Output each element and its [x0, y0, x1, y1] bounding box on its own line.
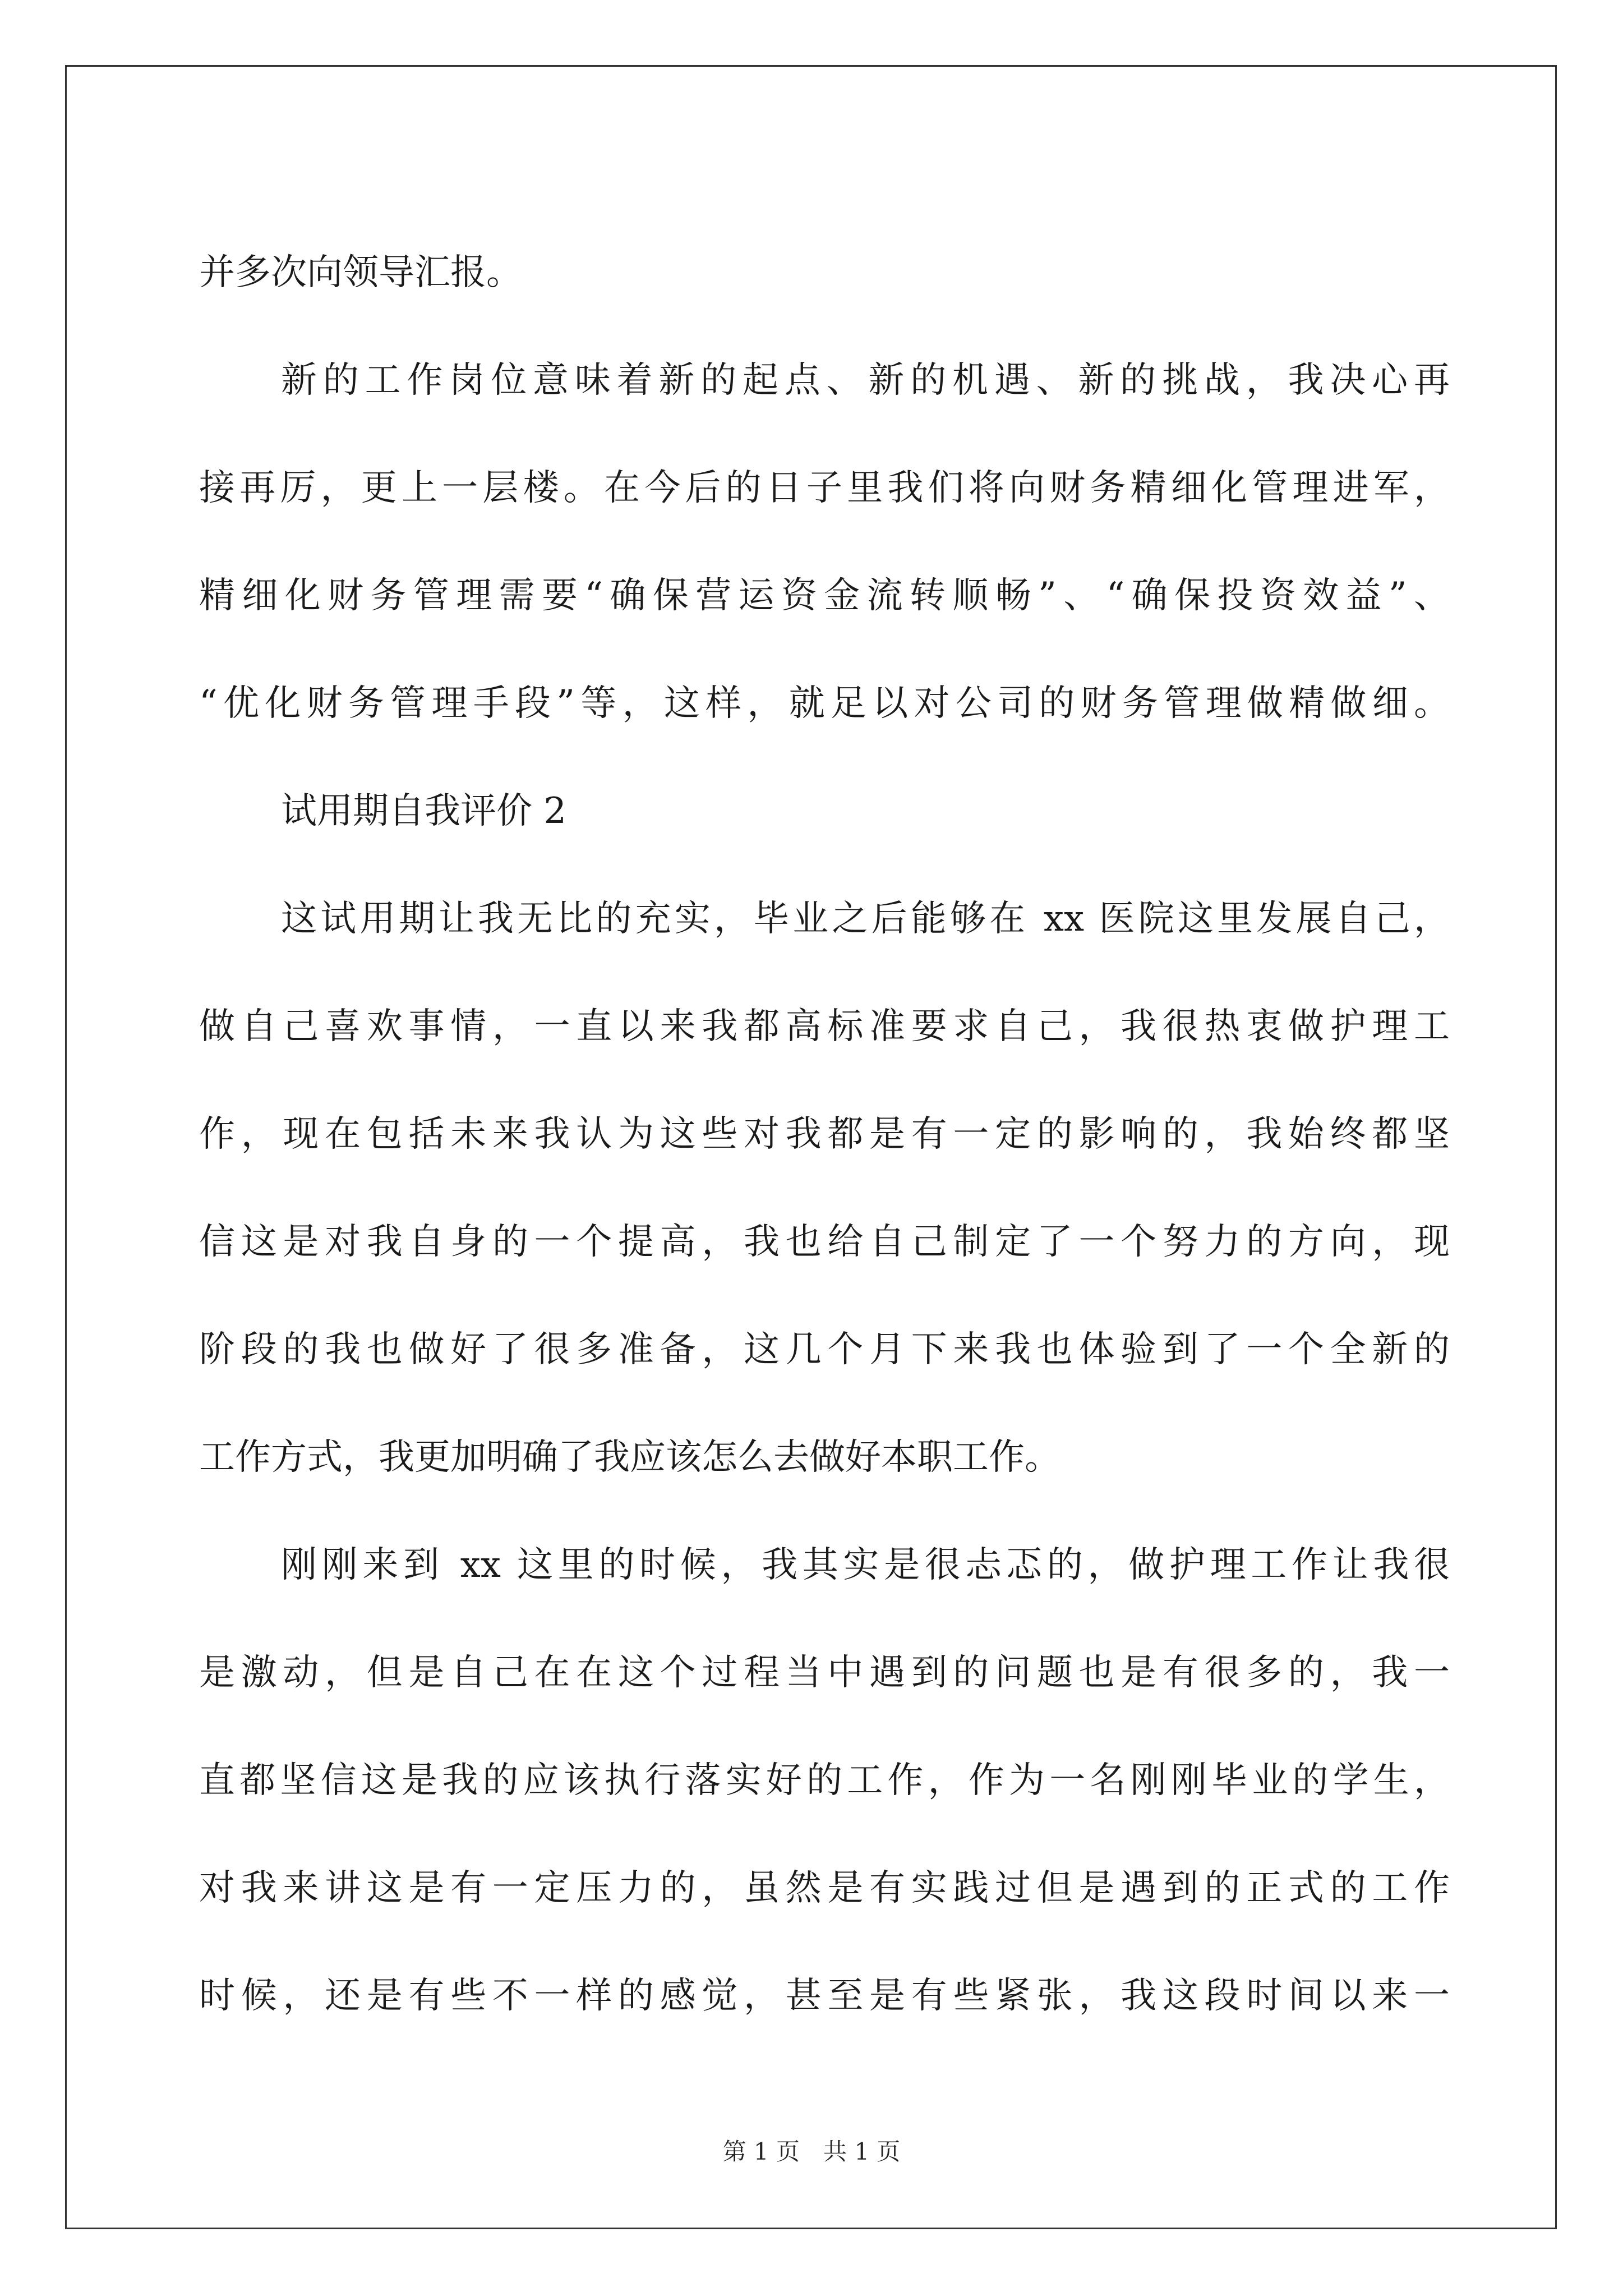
text-line: 时候，还是有些不一样的感觉，甚至是有些紧张，我这段时间以来一 [199, 1975, 1450, 2017]
text-line: 对我来讲这是有一定压力的，虽然是有实践过但是遇到的正式的工作 [199, 1867, 1450, 1909]
text-line: 阶段的我也做好了很多准备，这几个月下来我也体验到了一个全新的 [199, 1329, 1450, 1370]
text-line: 新的工作岗位意味着新的起点、新的机遇、新的挑战，我决心再 [281, 360, 1450, 401]
text-line: 是激动，但是自己在在这个过程当中遇到的问题也是有很多的，我一 [199, 1652, 1450, 1694]
text-line: “优化财务管理手段”等，这样，就足以对公司的财务管理做精做细。 [199, 683, 1450, 724]
text-line: 直都坚信这是我的应该执行落实好的工作，作为一名刚刚毕业的学生， [199, 1760, 1450, 1801]
page-footer [0, 2135, 1623, 2169]
text-line: 信这是对我自身的一个提高，我也给自己制定了一个努力的方向，现 [199, 1221, 1450, 1263]
text-line: 工作方式，我更加明确了我应该怎么去做好本职工作。 [199, 1437, 1061, 1478]
text-line: 并多次向领导汇报。 [199, 252, 522, 293]
page-number: 第 1 页 [722, 2138, 800, 2165]
text-line: 刚刚来到 xx 这里的时候，我其实是很忐忑的，做护理工作让我很 [281, 1544, 1450, 1586]
document-body [199, 219, 1450, 2050]
text-line: 接再厉，更上一层楼。在今后的日子里我们将向财务精细化管理进军， [199, 467, 1450, 509]
section-heading: 试用期自我评价 2 [281, 790, 567, 832]
text-line: 这试用期让我无比的充实，毕业之后能够在 xx 医院这里发展自己， [281, 898, 1450, 940]
text-line: 做自己喜欢事情，一直以来我都高标准要求自己，我很热衷做护理工 [199, 1006, 1450, 1047]
text-line: 精细化财务管理需要“确保营运资金流转顺畅”、“确保投资效益”、 [199, 575, 1450, 616]
page-total: 共 1 页 [823, 2138, 901, 2165]
text-line: 作，现在包括未来我认为这些对我都是有一定的影响的，我始终都坚 [199, 1114, 1450, 1155]
